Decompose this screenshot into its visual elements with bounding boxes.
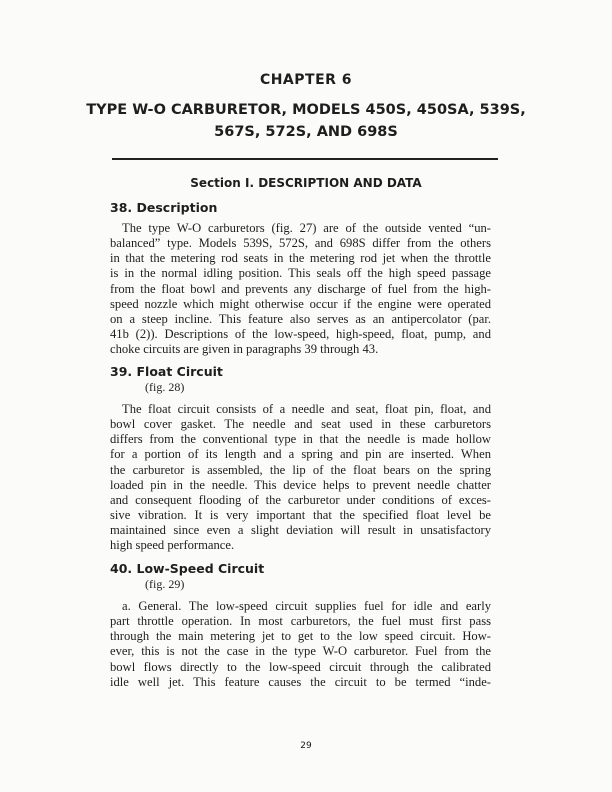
text-line: The type W-O carburetors (fig. 27) are of the outside vented “un- (122, 221, 491, 235)
paragraph-38-body (110, 221, 491, 357)
text-line: balanced” type. Models 539S, 572S, and 698S differ from the others (110, 236, 491, 251)
text-line: part throttle operation. In most carburetors, the fuel must first pass (110, 614, 491, 629)
text-line: ever, this is not the case in the type W-O carburetor. Fuel from the (110, 644, 491, 659)
paragraph-40-figure-ref: (fig. 29) (145, 577, 185, 591)
text-line: through the main metering jet to get to the low speed circuit. How- (110, 629, 491, 644)
divider-rule (112, 158, 498, 160)
paragraph-38-heading: 38. Description (110, 200, 218, 215)
paragraph-39-body (110, 402, 491, 553)
text-line: bowl flows directly to the low-speed circuit through the calibrated (110, 659, 491, 674)
text-line: sive vibration. It is very important that the specified float level be (110, 507, 491, 522)
text-line: the carburetor is assembled, the lip of the float bears on the spring (110, 462, 491, 477)
text-line: a. General. The low-speed circuit supplies fuel for idle and early (122, 599, 491, 613)
text-line: bowl cover gasket. The needle and seat used in these carburetors (110, 417, 491, 432)
text-line: and consequent flooding of the carburetor under conditions of exces- (110, 492, 491, 507)
chapter-label: CHAPTER 6 (259, 72, 353, 88)
text-line: from the float bowl and prevents any discharge of fuel from the high- (110, 281, 491, 296)
chapter-title-line-2: 567S, 572S, AND 698S (214, 124, 398, 140)
text-line: speed nozzle which might otherwise occur if the engine were operated (110, 296, 491, 311)
text-line: maintained since even a slight deviation will result in unsatisfactory (110, 523, 491, 538)
text-line: is in the normal idling position. This seals off the high speed passage (110, 266, 491, 281)
text-line: idle well jet. This feature causes the circuit to be termed “inde- (110, 674, 491, 689)
paragraph-39-heading: 39. Float Circuit (110, 364, 223, 379)
chapter-title-line-1: TYPE W-O CARBURETOR, MODELS 450S, 450SA, 539S, (86, 102, 526, 118)
text-line: differs from the conventional type in that the needle is made hollow (110, 432, 491, 447)
text-line: 41b (2)). Descriptions of the low-speed, high-speed, float, pump, and (110, 326, 491, 341)
section-heading: Section I. DESCRIPTION AND DATA (190, 176, 422, 190)
text-line: on a steep incline. This feature also serves as an antipercolator (par. (110, 311, 491, 326)
text-line: in that the metering rod seats in the metering rod jet when the throttle (110, 251, 491, 266)
page-number: 29 (300, 741, 312, 751)
text-line: high speed performance. (110, 538, 235, 553)
text-line: for a portion of its length and a spring and pin are inserted. When (110, 447, 491, 462)
text-line: The float circuit consists of a needle and seat, float pin, float, and (122, 402, 491, 416)
paragraph-39-figure-ref: (fig. 28) (145, 380, 185, 394)
text-line: choke circuits are given in paragraphs 39 through 43. (110, 342, 379, 357)
paragraph-40-body (110, 599, 491, 690)
text-line: loaded pin in the needle. This device helps to prevent needle chatter (110, 477, 491, 492)
paragraph-40-heading: 40. Low-Speed Circuit (110, 561, 265, 576)
